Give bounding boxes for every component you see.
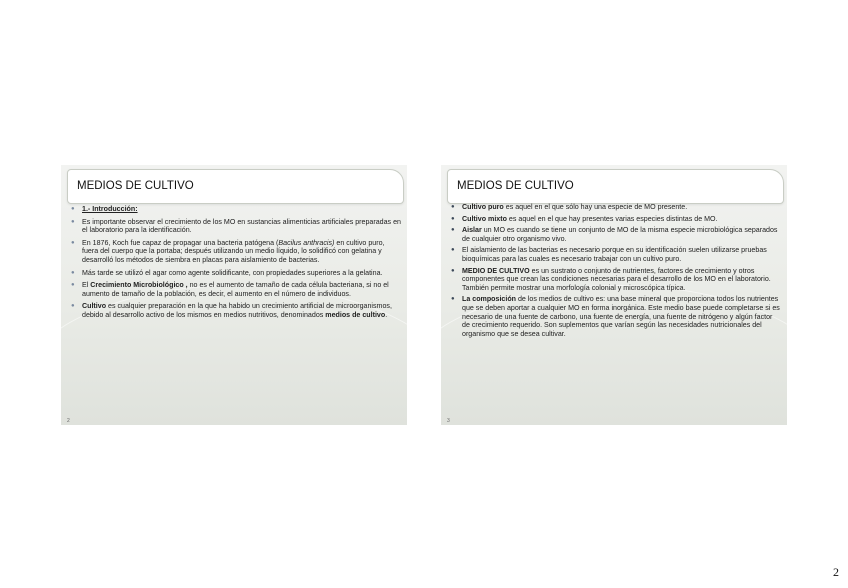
bullet-item: ● Cultivo es cualquier preparación en la que ha habido un crecimiento artificial de microorganismos, debido al desarrollo activo de los mismos en medios nutritivos, denominados medios de cultivo.: [70, 302, 401, 319]
slide-title: MEDIOS DE CULTIVO: [77, 180, 194, 192]
page-number: 2: [833, 565, 839, 579]
slide-title: MEDIOS DE CULTIVO: [457, 180, 574, 192]
bullet-item: ● Más tarde se utilizó el agar como agente solidificante, con propiedades superiores a la gelatina.: [70, 269, 401, 278]
slide-number: 3: [447, 418, 450, 424]
slide-3: [441, 165, 787, 425]
bullet-item: ● Es importante observar el crecimiento de los MO en sustancias alimenticias artificiales preparadas en el laboratorio para la identificación.: [70, 218, 401, 235]
bullet-item: ● El aislamiento de las bacterias es necesario porque en su identificación suelen utilizarse pruebas bioquímicas para las cuales es necesario trabajar con un cultivo puro.: [450, 246, 781, 263]
bullet-list: [450, 203, 781, 338]
slide-content: [70, 205, 401, 324]
slide-2: [61, 165, 407, 425]
bullet-item: ● Cultivo puro es aquel en el que sólo hay una especie de MO presente.: [450, 203, 781, 212]
bullet-item: ● Aislar un MO es cuando se tiene un conjunto de MO de la misma especie microbiológica separados de cualquier otro organismo vivo.: [450, 226, 781, 243]
bullet-list: [70, 205, 401, 320]
slide-content: [450, 203, 781, 341]
slide-number: 2: [67, 418, 70, 424]
slide-title-box: [447, 169, 784, 204]
bullet-item: ● MEDIO DE CULTIVO es un sustrato o conjunto de nutrientes, factores de crecimiento y otros componentes que crean las condiciones necesarias para el desarrollo de los MO en el laboratorio. También permite mostrar una morfología colonial y microscópica típica.: [450, 267, 781, 293]
bullet-item: ● El Crecimiento Microbiológico , no es el aumento de tamaño de cada célula bacteriana, si no el aumento de tamaño de la población, es decir, el aumento en el número de individuos.: [70, 281, 401, 298]
bullet-item: ● En 1876, Koch fue capaz de propagar una bacteria patógena (Bacilus anthracis) en cultivo puro, fuera del cuerpo que la portaba; después utilizando un medio líquido, lo solidificó con gelatina y desarrolló los métodos de siembra en placas para aislamiento de bacterias.: [70, 239, 401, 265]
bullet-intro-heading: ● 1.- Introducción:: [70, 205, 401, 214]
bullet-item: ● La composición de los medios de cultivo es: una base mineral que proporciona todos los nutrientes que se deben aportar a cualquier MO en forma inorgánica. Este medio base puede completarse si es necesario de una fuente de carbono, una fuente de energía, una fuente de nitrógeno y algún factor de crecimiento requerido. Son suplementos que varían según las necesidades nutricionales del organismo que se desea cultivar.: [450, 295, 781, 338]
bullet-item: ● Cultivo mixto es aquel en el que hay presentes varias especies distintas de MO.: [450, 215, 781, 224]
slide-title-box: [67, 169, 404, 204]
